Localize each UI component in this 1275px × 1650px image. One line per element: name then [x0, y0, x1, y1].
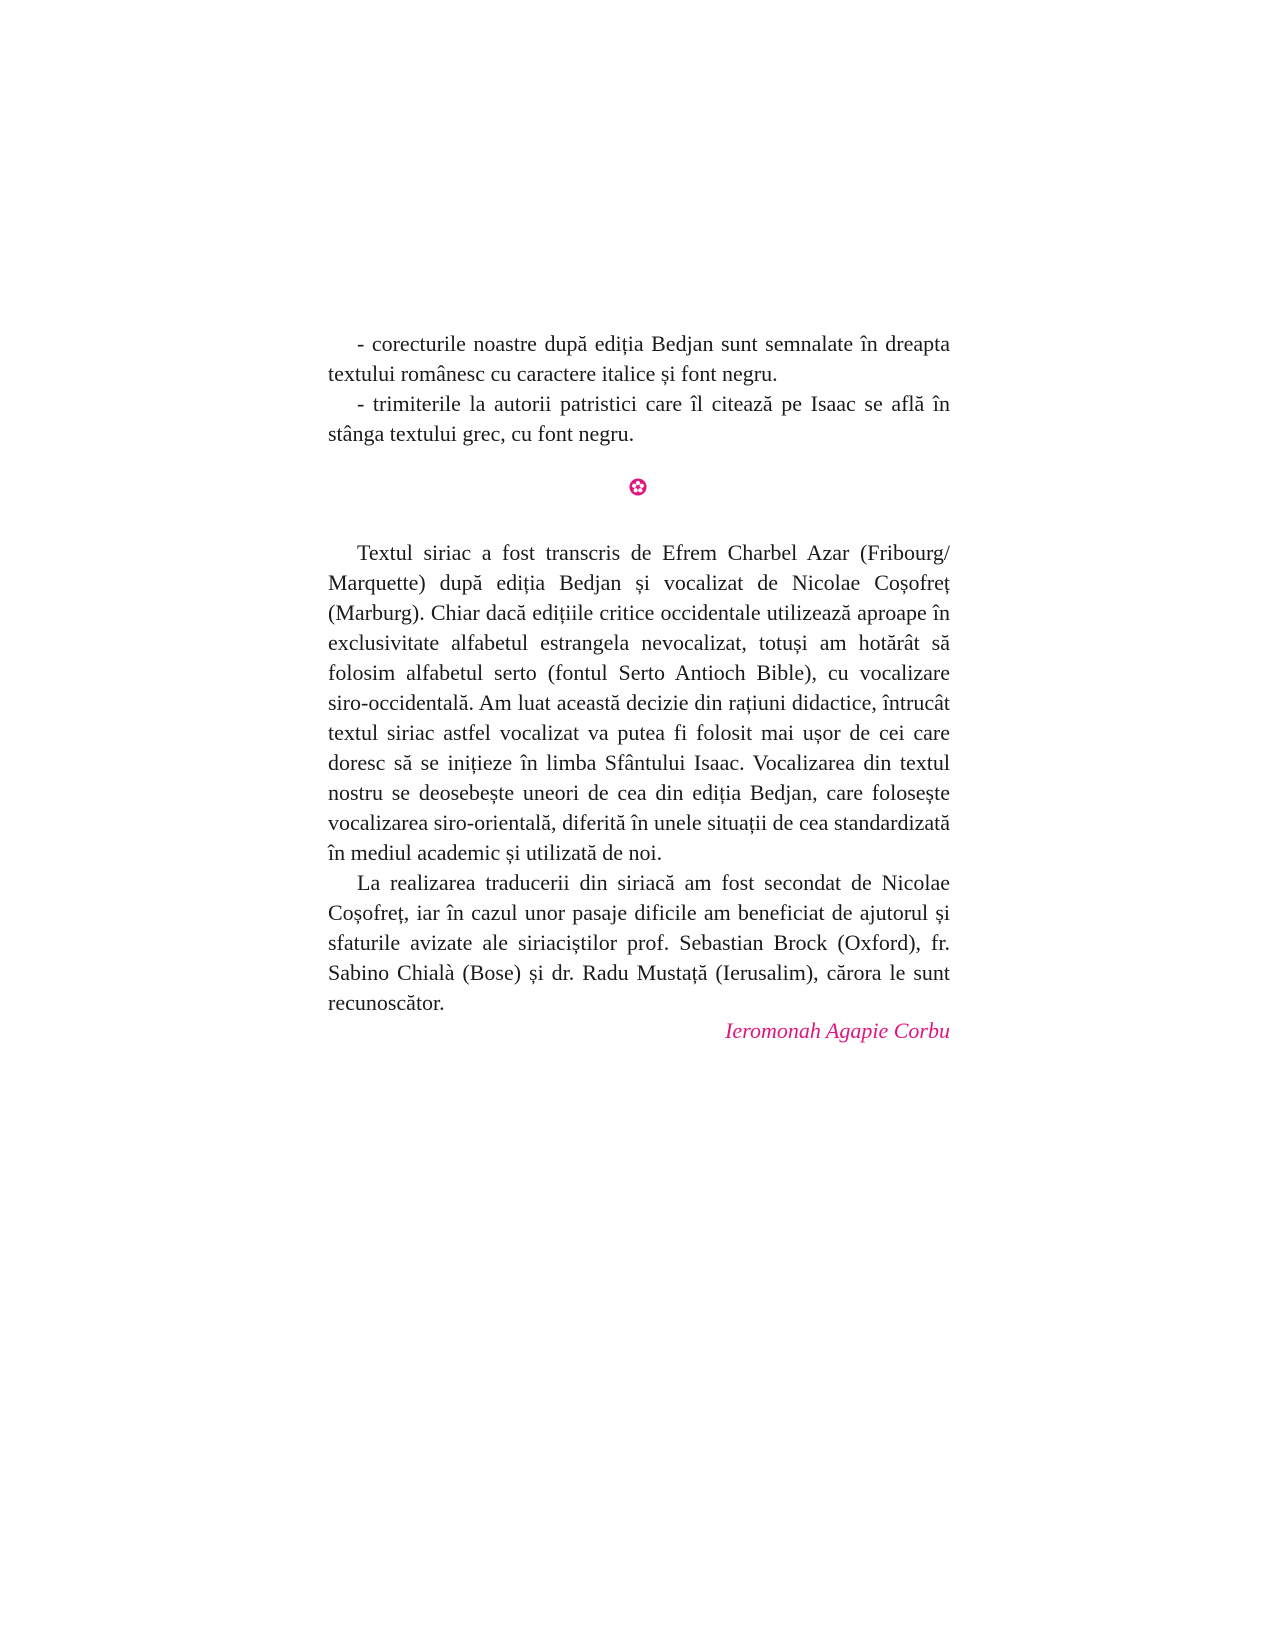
- main-text-section: [328, 538, 950, 1018]
- note-paragraph-italic-corrections: - corecturile noastre după ediția Bedjan sunt semnalate în dreapta textului românesc cu caractere italice și font negru.: [328, 331, 950, 386]
- notes-section: [328, 329, 950, 449]
- note-paragraph-patristic-references: - trimiterile la autorii patristici care îl citează pe Isaac se află în stânga textului grec, cu font negru.: [328, 391, 950, 446]
- author-signature: Ieromonah Agapie Corbu: [725, 1018, 950, 1043]
- paragraph-acknowledgements: La realizarea traducerii din siriacă am fost secondat de Nicolae Coșofreț, iar în cazul unor pasaje dificile am beneficiat de ajutorul și sfaturile avizate ale siriaciștilor prof. Sebastian Brock (Oxford), fr. Sabino Chialà (Bose) și dr. Radu Mustață (Ierusalim), cărora le sunt recunoscător.: [328, 870, 950, 1015]
- paragraph-syriac-transcription: Textul siriac a fost transcris de Efrem Charbel Azar (Fribourg/ Marquette) după ediția Bedjan și vocalizat de Nicolae Coșofreț (Marburg). Chiar dacă edițiile critice occidentale utilizează aproape în exclusivitate alfabetul estrangela nevocalizat, totuși am hotărât să folosim alfabetul serto (fontul Serto Antioch Bible), cu vocalizare siro-occidentală. Am luat această decizie din rațiuni didactice, întrucât textul siriac astfel vocalizat va putea fi folosit mai ușor de cei care doresc să se inițieze în limba Sfântului Isaac. Vocalizarea din textul nostru se deosebește uneori de cea din ediția Bedjan, care folosește vocalizarea siro-orientală, diferită în unele situații de cea standardizată în mediul academic și utilizată de noi.: [328, 540, 950, 865]
- flower-ornament-icon: [629, 478, 647, 496]
